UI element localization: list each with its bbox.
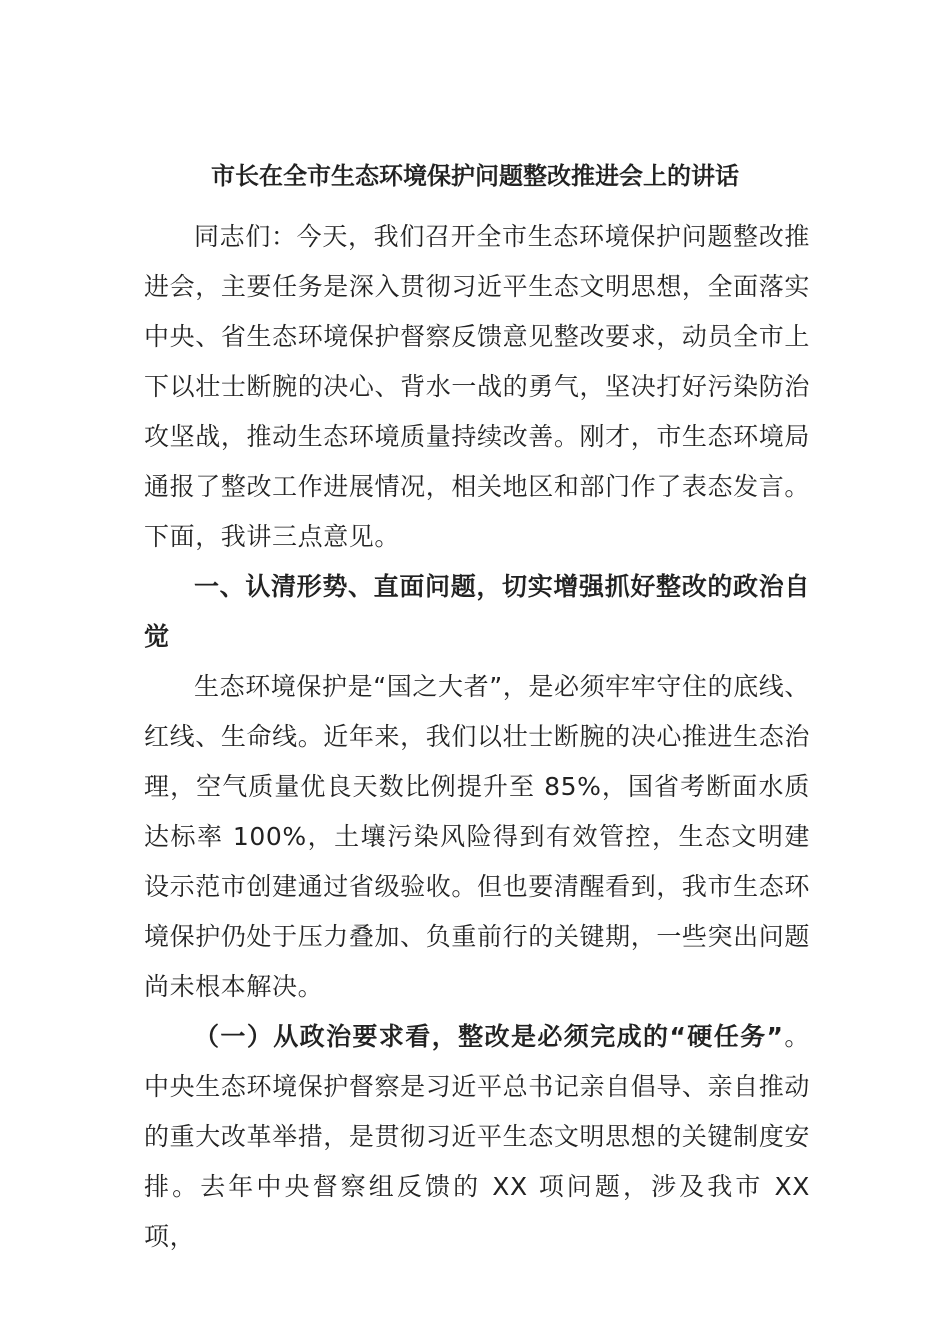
subsection-lead: （一）从政治要求看，整改是必须完成的“硬任务”: [194, 1022, 784, 1051]
section-heading-1: 一、认清形势、直面问题，切实增强抓好整改的政治自觉: [144, 572, 810, 651]
document-title: 市长在全市生态环境保护问题整改推进会上的讲话: [211, 162, 739, 190]
section-paragraph: 生态环境保护是“国之大者”，是必须牢牢守住的底线、红线、生命线。近年来，我们以壮士断腕的决心推进生态治理，空气质量优良天数比例提升至 85%，国省考断面水质达标率 100%，土壤污染风险得到有效管控，生态文明建设示范市创建通过省级验收。但也要清醒看到，我市生态环境保护仍处于压力叠加、负重前行的关键期，一些突出问题尚未根本解决。: [144, 672, 810, 1001]
subsection-text: 。中央生态环境保护督察是习近平总书记亲自倡导、亲自推动的重大改革举措，是贯彻习近平生态文明思想的关键制度安排。去年中央督察组反馈的 XX 项问题，涉及我市 XX 项，: [144, 1022, 810, 1251]
document-body: [144, 212, 810, 1262]
subsection-paragraph: [144, 1012, 810, 1262]
opening-paragraph: 同志们：今天，我们召开全市生态环境保护问题整改推进会，主要任务是深入贯彻习近平生态文明思想，全面落实中央、省生态环境保护督察反馈意见整改要求，动员全市上下以壮士断腕的决心、背水一战的勇气，坚决打好污染防治攻坚战，推动生态环境质量持续改善。刚才，市生态环境局通报了整改工作进展情况，相关地区和部门作了表态发言。下面，我讲三点意见。: [144, 222, 810, 551]
